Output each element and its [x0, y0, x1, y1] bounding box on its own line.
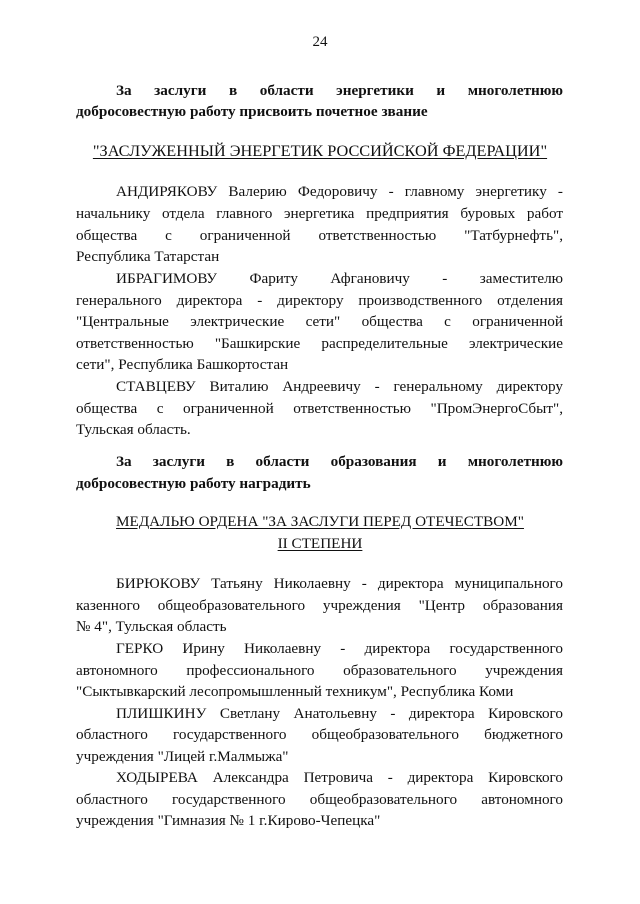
entry-line: учреждения "Гимназия № 1 г.Кирово-Чепецка" — [76, 812, 381, 829]
entry-line: общества с ограниченной ответственностью "Татбурнефть", — [76, 227, 563, 244]
entry-line: ХОДЫРЕВА Александра Петровича - директора Кировского — [116, 769, 563, 786]
entry-line: Тульская область. — [76, 421, 191, 438]
entry-line: АНДИРЯКОВУ Валерию Федоровичу - главному энергетику - — [116, 183, 563, 200]
entry-line: ГЕРКО Ирину Николаевну - директора государственного — [116, 640, 563, 657]
entry-line: СТАВЦЕВУ Виталию Андреевичу - генеральному директору — [116, 378, 563, 395]
entry-line: Республика Татарстан — [76, 248, 220, 265]
entry-line: ПЛИШКИНУ Светлану Анатольевну - директора Кировского — [116, 705, 563, 722]
entry-line: "Сыктывкарский лесопромышленный техникум", Республика Коми — [76, 683, 514, 700]
page-number: 24 — [312, 34, 328, 50]
award-title-line: МЕДАЛЬЮ ОРДЕНА "ЗА ЗАСЛУГИ ПЕРЕД ОТЕЧЕСТВОМ" — [116, 513, 524, 530]
award-title-line: II СТЕПЕНИ — [277, 535, 363, 552]
intro-line: добросовестную работу присвоить почетное звание — [76, 103, 428, 120]
intro-line: добросовестную работу наградить — [76, 475, 311, 492]
entry-line: областного государственного общеобразовательного бюджетного — [76, 726, 563, 743]
entry-line: БИРЮКОВУ Татьяну Николаевну - директора муниципального — [116, 575, 563, 592]
entry-line: автономного профессионального образовательного учреждения — [76, 662, 563, 679]
entry-line: начальнику отдела главного энергетика предприятия буровых работ — [76, 205, 563, 222]
entry-line: казенного общеобразовательного учреждения "Центр образования — [76, 597, 563, 614]
entry-line: генерального директора - директору производственного отделения — [76, 292, 563, 309]
entry-line: областного государственного общеобразовательного автономного — [76, 791, 563, 808]
intro-line: За заслуги в области образования и многолетнюю — [116, 453, 563, 470]
entry-line: № 4", Тульская область — [76, 618, 227, 635]
entry-line: общества с ограниченной ответственностью "ПромЭнергоСбыт", — [76, 400, 563, 417]
entry-line: ИБРАГИМОВУ Фариту Афгановичу - заместителю — [116, 270, 563, 287]
award-title: "ЗАСЛУЖЕННЫЙ ЭНЕРГЕТИК РОССИЙСКОЙ ФЕДЕРАЦИИ" — [92, 141, 548, 160]
intro-line: За заслуги в области энергетики и многолетнюю — [116, 82, 563, 99]
entry-line: "Центральные электрические сети" общества с ограниченной — [76, 313, 563, 330]
entry-line: сети", Республика Башкортостан — [76, 356, 289, 373]
entry-line: ответственностью "Башкирские распределительные электрические — [76, 335, 563, 352]
entry-line: учреждения "Лицей г.Малмыжа" — [76, 748, 289, 765]
